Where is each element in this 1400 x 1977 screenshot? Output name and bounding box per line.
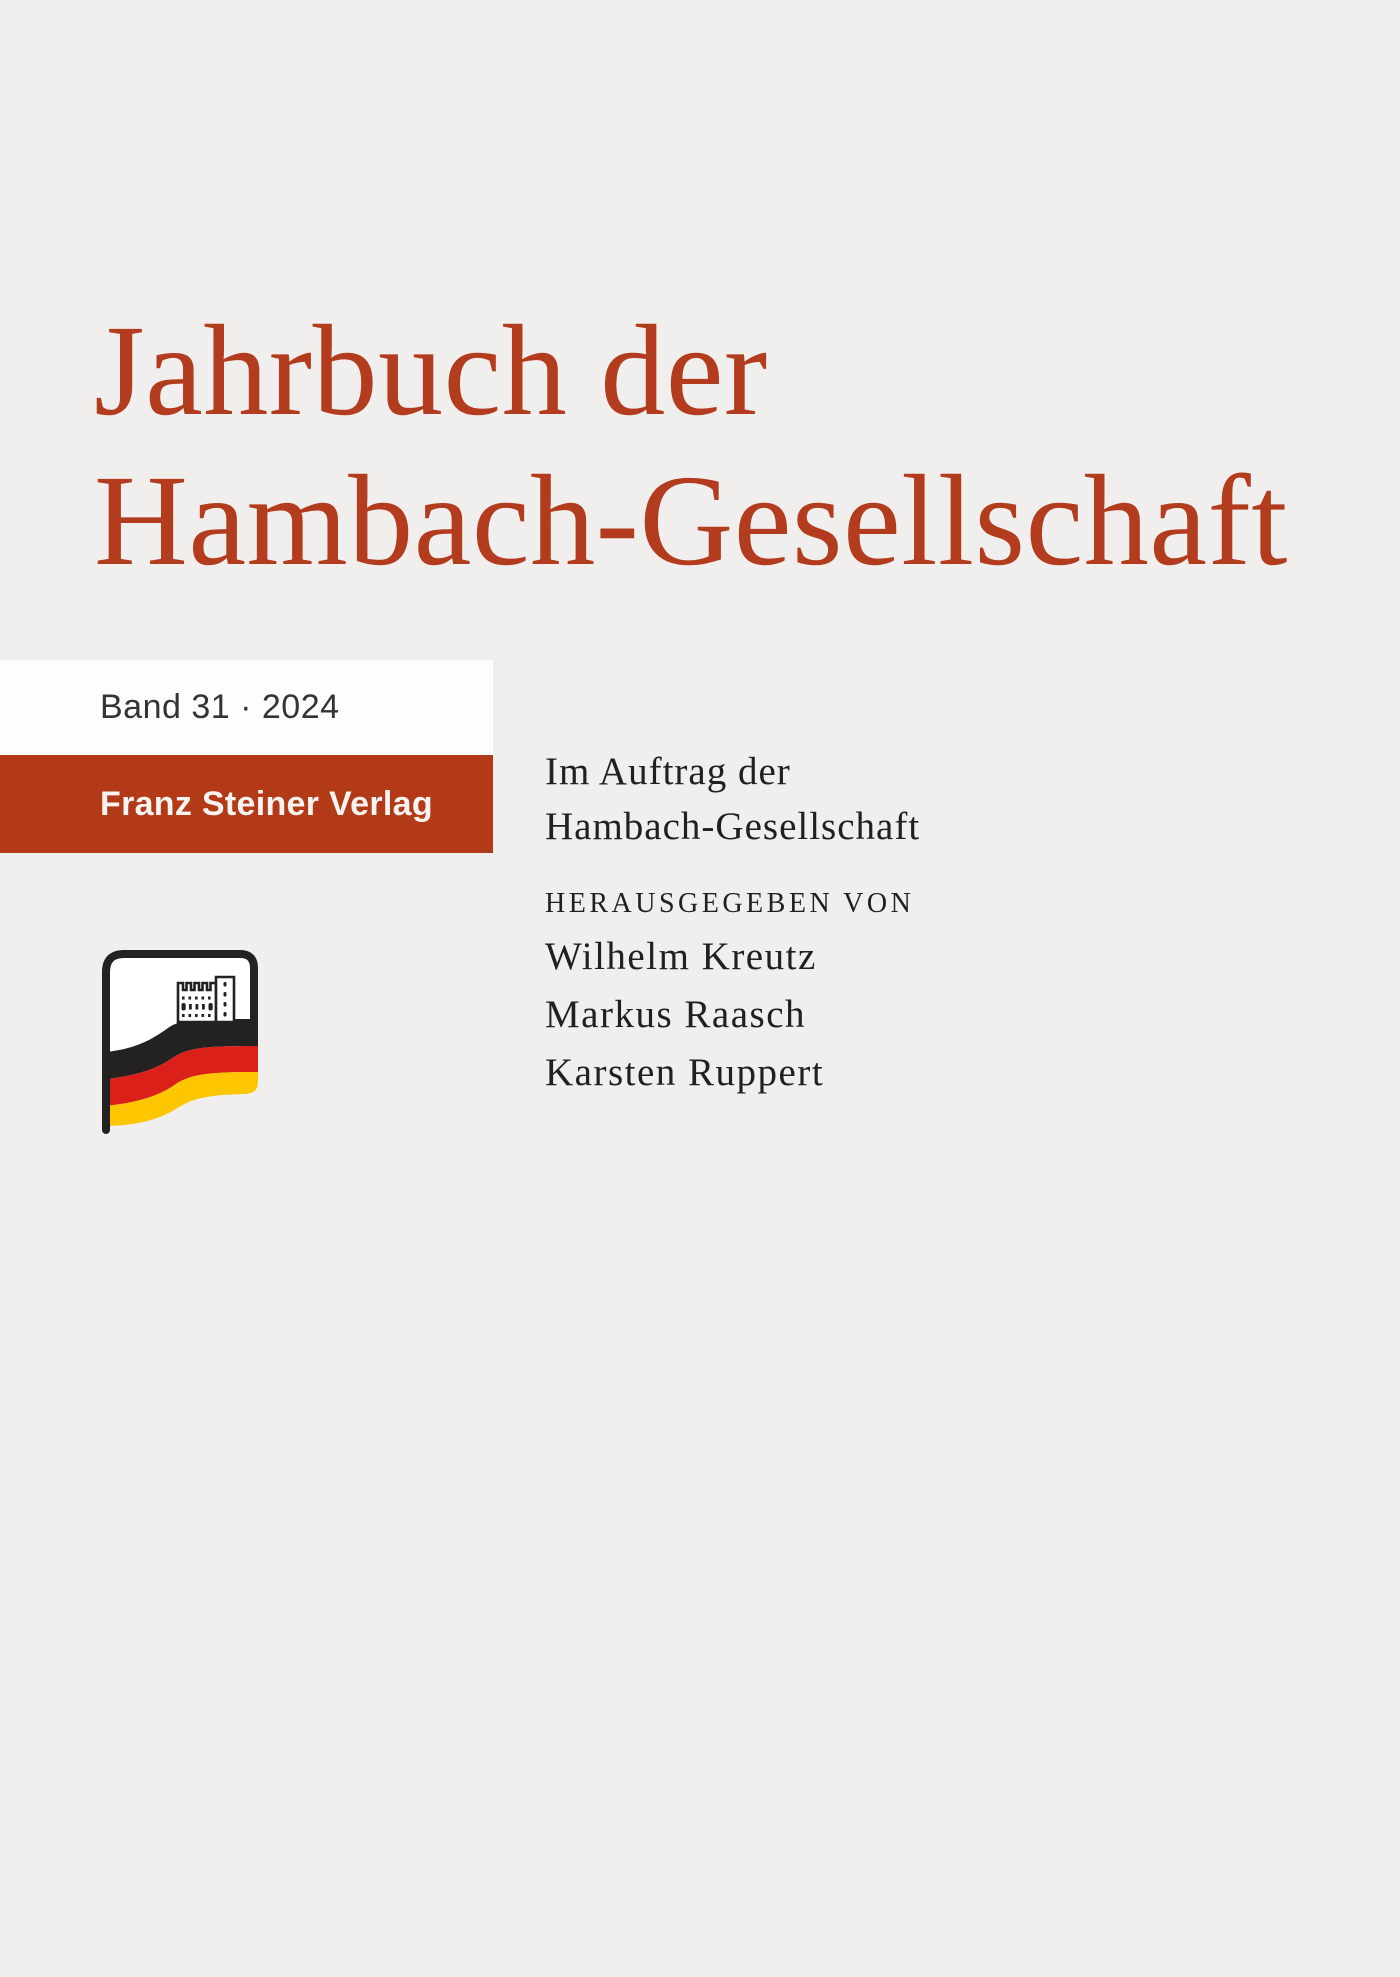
- volume-label: Band 31 · 2024: [100, 688, 340, 726]
- castle-icon: [178, 977, 234, 1022]
- title-line-1: Jahrbuch der: [94, 299, 768, 443]
- imprint-line-2: Hambach-Gesellschaft: [545, 805, 921, 848]
- editor-name: Karsten Ruppert: [545, 1051, 825, 1094]
- publisher-label: Franz Steiner Verlag: [100, 784, 433, 823]
- title-line-2: Hambach-Gesellschaft: [94, 449, 1288, 593]
- editors-heading: HERAUSGEGEBEN VON: [545, 888, 915, 919]
- publisher-band: [0, 755, 493, 853]
- imprint-line-1: Im Auftrag der: [545, 750, 791, 793]
- imprint: [545, 744, 920, 854]
- editor-name: Markus Raasch: [545, 993, 807, 1036]
- editors-list: [545, 928, 824, 1102]
- book-title: [94, 296, 1288, 596]
- editor-name: Wilhelm Kreutz: [545, 935, 817, 978]
- volume-band: [0, 660, 493, 755]
- hambach-castle-german-flag-logo: [98, 946, 268, 1146]
